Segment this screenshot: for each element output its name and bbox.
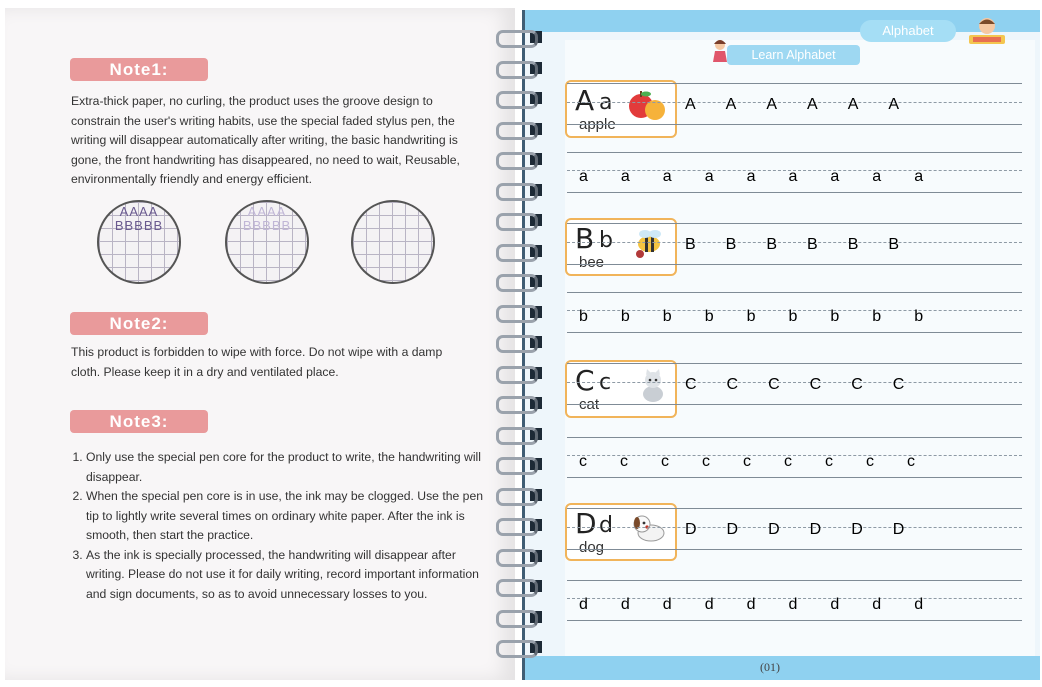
letter-upper: B	[575, 222, 595, 255]
binding-ring	[490, 425, 550, 445]
grid-circle-full	[97, 200, 181, 284]
alphabet-header: Alphabet	[860, 20, 956, 42]
binding-ring	[490, 211, 550, 231]
circle-row-a: AAAA	[247, 204, 287, 219]
binding-ring	[490, 181, 550, 201]
trace-letters: CCCCCC	[685, 376, 935, 393]
circle-row-a: AAAA	[119, 204, 159, 219]
learn-alphabet-label: Learn Alphabet	[727, 45, 860, 65]
grid-circle-faded	[225, 200, 309, 284]
letter-lower: a	[599, 90, 613, 115]
binding-ring	[490, 455, 550, 475]
trace-row-upper-c	[567, 360, 1022, 410]
binding-ring	[490, 120, 550, 140]
trace-row-lower-b	[567, 292, 1022, 342]
note2-tag: Note2:	[70, 312, 208, 335]
trace-letters: ddddddddd	[579, 596, 957, 613]
page-number: (01)	[760, 660, 780, 674]
letter-upper: C	[575, 364, 595, 397]
binding-ring	[490, 242, 550, 262]
note3-list	[71, 448, 486, 604]
header-band	[525, 10, 1040, 32]
letter-lower: c	[599, 370, 612, 395]
note2-text: This product is forbidden to wipe with force. Do not wipe with a damp cloth. Please keep it in a dry and ventilated place.	[71, 345, 443, 379]
binding-ring	[490, 577, 550, 597]
circle-row-b: BBBBB	[114, 218, 164, 233]
note3-item: 2. When the special pen core is in use, the ink may be clogged. Use the pen tip to lightly write several times on ordinary white paper. After the ink is smooth, then start the practice.	[86, 487, 486, 546]
note1-text: Extra-thick paper, no curling, the product uses the groove design to constrain the user's writing habits, use the special faded stylus pen, the writing will disappear automatically after writing, the basic handwriting is gone, the front handwriting has disappeared, no need to wait, Reusable, environmentally friendly and energy efficient.	[71, 94, 460, 186]
letter-word: apple	[579, 116, 616, 133]
note3-item: 3. As the ink is specially processed, the handwriting will disappear after writing. Please do not use it for daily writing, record important information and sign documents, so as to avoid unnecessary losses to you.	[86, 546, 486, 605]
trace-row-lower-d	[567, 580, 1022, 630]
letter-lower: d	[599, 513, 613, 538]
trace-row-upper-d	[567, 505, 1022, 555]
trace-row-lower-a	[567, 152, 1022, 202]
letter-upper: D	[575, 507, 597, 540]
letter-lower: b	[599, 228, 613, 253]
binding-ring	[490, 333, 550, 353]
binding-ring	[490, 272, 550, 292]
binding-ring	[490, 394, 550, 414]
binding-ring	[490, 89, 550, 109]
letter-word: bee	[579, 254, 605, 271]
trace-letters: AAAAAA	[685, 96, 930, 113]
trace-letters: bbbbbbbbb	[579, 308, 957, 325]
footer-band	[525, 656, 1040, 680]
trace-letters: DDDDDD	[685, 521, 935, 538]
trace-row-upper-b	[567, 220, 1022, 270]
letter-upper: A	[575, 84, 595, 117]
circle-row-b: BBBBB	[242, 218, 292, 233]
note1-tag: Note1:	[70, 58, 208, 81]
binding-ring	[490, 59, 550, 79]
trace-row-lower-c	[567, 437, 1022, 487]
letter-word: cat	[579, 396, 600, 413]
binding-ring	[490, 547, 550, 567]
binding-ring	[490, 150, 550, 170]
binding-ring	[490, 638, 550, 658]
trace-letters: BBBBBB	[685, 236, 930, 253]
reading-kid-icon	[965, 15, 1009, 54]
binding-ring	[490, 486, 550, 506]
binding-ring	[490, 28, 550, 48]
trace-row-upper-a	[567, 80, 1022, 130]
letter-word: dog	[579, 539, 605, 556]
binding-ring	[490, 608, 550, 628]
note3-item: 1. Only use the special pen core for the product to write, the handwriting will disappear.	[86, 448, 486, 487]
note3-tag: Note3:	[70, 410, 208, 433]
binding-ring	[490, 364, 550, 384]
binding-ring	[490, 303, 550, 323]
trace-letters: aaaaaaaaa	[579, 168, 957, 185]
trace-letters: ccccccccc	[579, 453, 948, 470]
binding-ring	[490, 516, 550, 536]
grid-circle-empty	[351, 200, 435, 284]
spiral-binding	[490, 28, 550, 668]
